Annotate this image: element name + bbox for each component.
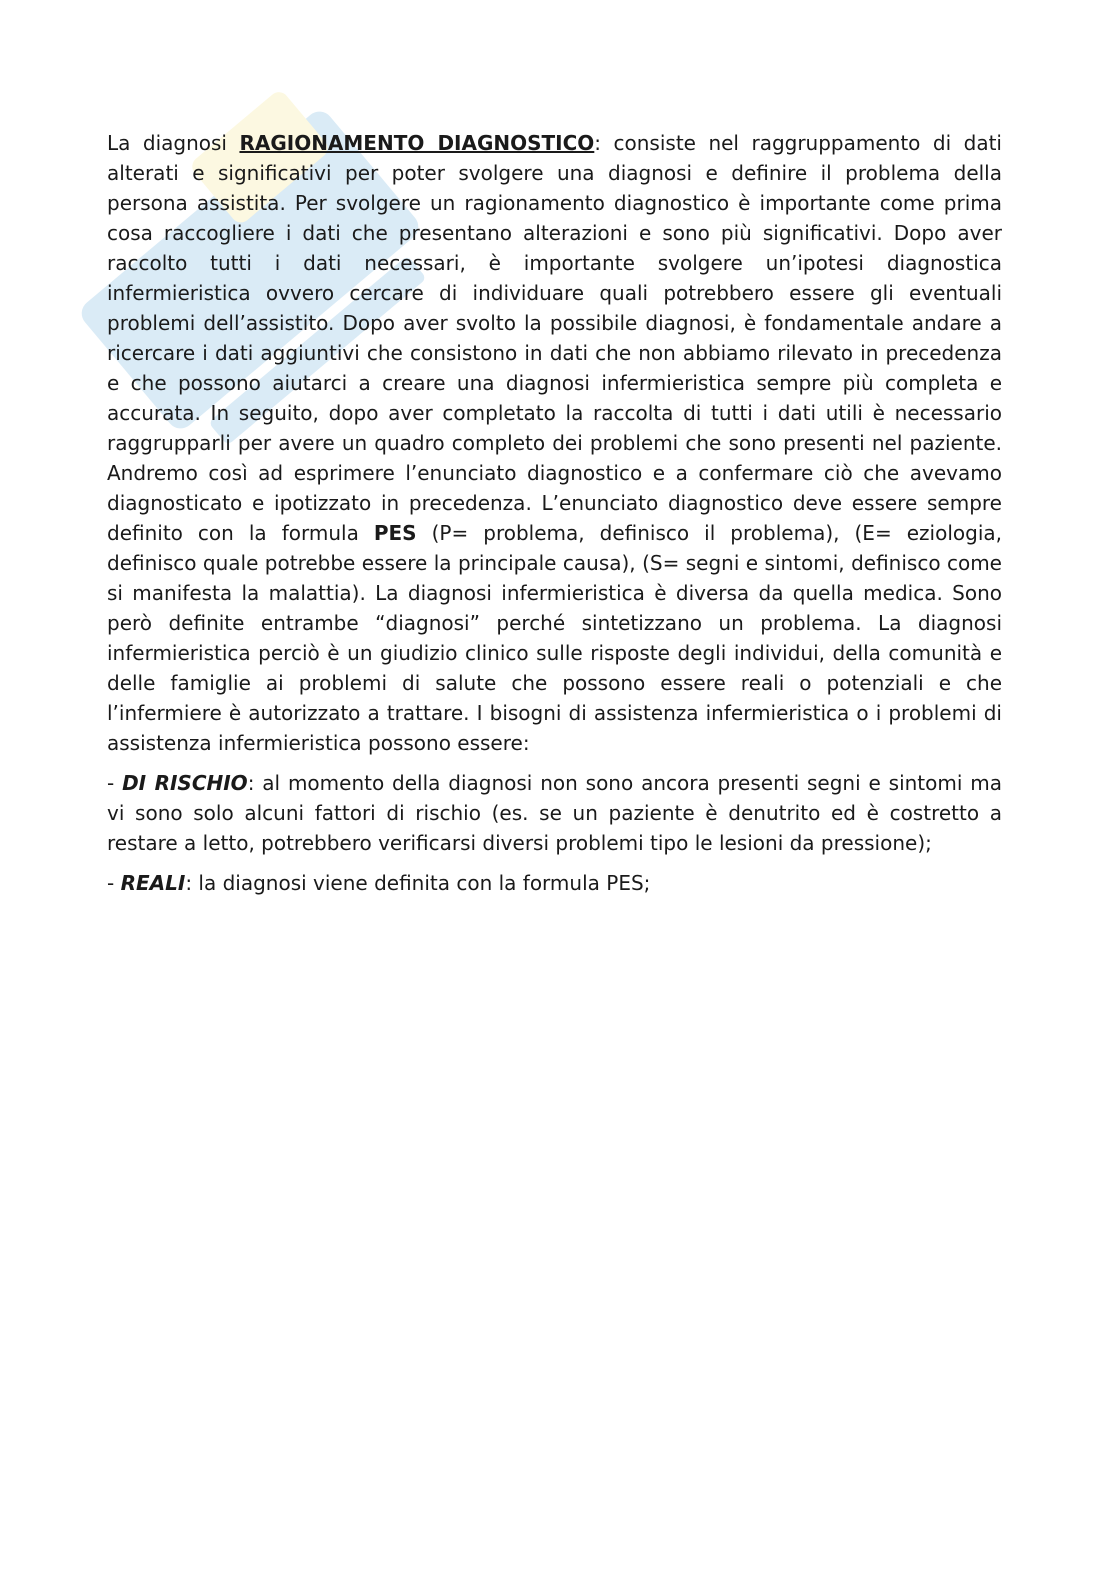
reali-text: : la diagnosi viene definita con la formula PES; — [185, 871, 651, 895]
term-di-rischio: DI RISCHIO — [122, 771, 248, 795]
intro-start: La diagnosi — [107, 131, 240, 155]
paragraph-reali — [107, 868, 1002, 898]
paragraph-intro — [107, 128, 1002, 758]
intro-end: (P= problema, definisco il problema), (E= eziologia, definisco quale potrebbe essere la principale causa), (S= segni e sintomi, definisco come si manifesta la malattia). La diagnosi infermieristica è diversa da quella medica. Sono però definite entrambe “diagnosi” perché sintetizzano un problema. La diagnosi infermieristica perciò è un giudizio clinico sulle risposte degli individui, della comunità e delle famiglie ai problemi di salute che possono essere reali o potenziali e che l’infermiere è autorizzato a trattare. I bisogni di assistenza infermieristica o i problemi di assistenza infermieristica possono essere: — [107, 521, 1002, 755]
term-reali: REALI — [120, 871, 186, 895]
list-dash: - — [107, 771, 123, 795]
list-dash: - — [107, 871, 121, 895]
term-pes: PES — [373, 521, 417, 545]
intro-middle: : consiste nel raggruppamento di dati alterati e significativi per poter svolgere una diagnosi e definire il problema della persona assistita. Per svolgere un ragionamento diagnostico è importante come prima cosa raccogliere i dati che presentano alterazioni e sono più significativi. Dopo aver raccolto tutti i dati necessari, è importante svolgere un’ipotesi diagnostica infermieristica ovvero cercare di individuare quali potrebbero essere gli eventuali problemi dell’assistito. Dopo aver svolto la possibile diagnosi, è fondamentale andare a ricercare i dati aggiuntivi che consistono in dati che non abbiamo rilevato in precedenza e che possono aiutarci a creare una diagnosi infermieristica sempre più completa e accurata. In seguito, dopo aver completato la raccolta di tutti i dati utili è necessario raggrupparli per avere un quadro completo dei problemi che sono presenti nel paziente. Andremo così ad esprimere l’enunciato diagnostico e a confermare ciò che avevamo diagnosticato e ipotizzato in precedenza. L’enunciato diagnostico deve essere sempre definito con la formula — [107, 131, 1002, 545]
document-body — [107, 128, 1002, 908]
paragraph-di-rischio — [107, 768, 1002, 858]
rischio-text: : al momento della diagnosi non sono ancora presenti segni e sintomi ma vi sono solo alcuni fattori di rischio (es. se un paziente è denutrito ed è costretto a restare a letto, potrebbero verificarsi diversi problemi tipo le lesioni da pressione); — [107, 771, 1002, 855]
term-ragionamento-diagnostico: RAGIONAMENTO DIAGNOSTICO — [239, 131, 595, 155]
